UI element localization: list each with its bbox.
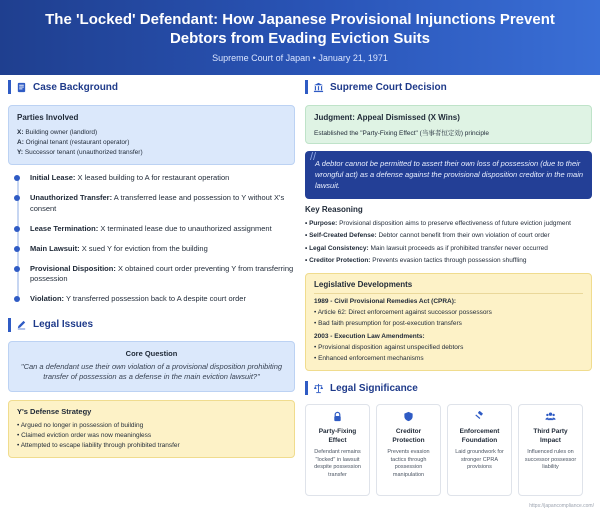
- timeline-item: Lease Termination: X terminated lease due to unauthorized assignment: [30, 224, 295, 235]
- card-desc: Influenced rules on successor possessor liability: [524, 449, 577, 471]
- card-title: Party-Fixing Effect: [318, 428, 357, 445]
- scale-icon: [312, 382, 324, 394]
- timeline-dot: [14, 296, 20, 302]
- timeline-item: Initial Lease: X leased building to A for restaurant operation: [30, 173, 295, 184]
- right-column: [305, 80, 592, 496]
- list-item: • Enhanced enforcement mechanisms: [314, 354, 424, 362]
- source-url[interactable]: https://japancompliance.com/: [529, 503, 594, 509]
- courthouse-icon: [312, 81, 324, 93]
- page-subtitle: Supreme Court of Japan • January 21, 1971: [212, 53, 388, 63]
- legal-issues-title: Legal Issues: [33, 319, 94, 330]
- core-question-text: "Can a defendant use their own violation of a provisional disposition prohibiting transfer of possession as a defense in the main eviction lawsuit?": [20, 361, 283, 381]
- case-timeline: [8, 173, 295, 305]
- quote-mark: //: [310, 151, 317, 163]
- quote-text: A debtor cannot be permitted to assert their own loss of possession (due to their wrongful act) as a defense against the provisional disposition creditor in the main lawsuit.: [315, 159, 584, 190]
- shield-icon: [380, 411, 437, 423]
- decision-title: Supreme Court Decision: [330, 81, 447, 93]
- lock-icon: [309, 411, 366, 423]
- list-item: • Bad faith presumption for post-execution transfers: [314, 319, 462, 327]
- timeline-dot: [14, 246, 20, 252]
- case-background-heading: [8, 80, 295, 94]
- timeline-item: Main Lawsuit: X sued Y for eviction from the building: [30, 244, 295, 255]
- party-row: Y: Successor tenant (unauthorized transfer): [17, 149, 143, 156]
- card-title: Third Party Impact: [533, 428, 568, 445]
- core-question-title: Core Question: [125, 348, 178, 358]
- timeline-item: Violation: Y transferred possession back to A despite court order: [30, 294, 295, 305]
- parties-title: Parties Involved: [17, 113, 79, 122]
- significance-card: [376, 404, 441, 496]
- judgment-desc: Established the "Party-Fixing Effect" (当事者恒定効) principle: [314, 130, 489, 137]
- judgment-card: [305, 105, 592, 144]
- card-desc: Prevents evasion tactics through possession manipulation: [387, 449, 430, 478]
- legislative-subtitle: 2003 - Execution Law Amendments:: [314, 333, 425, 341]
- timeline-dot: [14, 195, 20, 201]
- decision-quote: [305, 151, 592, 199]
- card-title: Enforcement Foundation: [459, 428, 500, 445]
- party-row: A: Original tenant (restaurant operator): [17, 139, 130, 146]
- list-item: • Claimed eviction order was now meaningless: [17, 431, 152, 439]
- significance-cards: [305, 404, 592, 496]
- parties-card: [8, 105, 295, 165]
- card-desc: Defendant remains "locked" in lawsuit despite possession transfer: [314, 449, 361, 478]
- legal-issues-heading: [8, 318, 295, 332]
- significance-card: [518, 404, 583, 496]
- timeline-item: Provisional Disposition: X obtained court order preventing Y from transferring possession: [30, 264, 295, 285]
- core-question-card: [8, 341, 295, 392]
- significance-heading: [305, 381, 592, 395]
- timeline-dot: [14, 266, 20, 272]
- significance-title: Legal Significance: [330, 382, 418, 394]
- page-title: The 'Locked' Defendant: How Japanese Provisional Injunctions Prevent Debtors from Evading Eviction Suits: [45, 11, 555, 47]
- left-column: [8, 80, 295, 458]
- list-item: • Self-Created Defense: Debtor cannot benefit from their own violation of court order: [305, 232, 550, 240]
- divider: [314, 293, 583, 294]
- list-item: • Article 62: Direct enforcement against successor possessors: [314, 309, 492, 317]
- timeline-dot: [14, 175, 20, 181]
- key-reasoning-title: Key Reasoning: [305, 205, 363, 214]
- significance-card: [447, 404, 512, 496]
- case-background-title: Case Background: [33, 81, 119, 93]
- defense-strategy-card: [8, 400, 295, 458]
- defense-strategy-title: Y's Defense Strategy: [17, 406, 92, 416]
- users-icon: [522, 411, 579, 423]
- legislative-subtitle: 1989 - Civil Provisional Remedies Act (CPRA):: [314, 298, 457, 306]
- document-icon: [15, 81, 27, 93]
- legislative-card: [305, 273, 592, 371]
- list-item: • Provisional disposition against unspecified debtors: [314, 344, 464, 352]
- gavel-icon: [451, 411, 508, 423]
- pen-icon: [15, 319, 27, 331]
- decision-heading: [305, 80, 592, 94]
- list-item: • Creditor Protection: Prevents evasion tactics through possession shuffling: [305, 256, 527, 264]
- key-reasoning: [305, 205, 592, 267]
- list-item: • Argued no longer in possession of building: [17, 421, 144, 429]
- party-row: X: Building owner (landlord): [17, 129, 98, 136]
- list-item: • Attempted to escape liability through prohibited transfer: [17, 441, 180, 449]
- significance-card: [305, 404, 370, 496]
- list-item: • Legal Consistency: Main lawsuit proceeds as if prohibited transfer never occurred: [305, 244, 548, 252]
- timeline-dot: [14, 226, 20, 232]
- page-header: [0, 0, 600, 75]
- card-desc: Laid groundwork for stronger CPRA provisions: [455, 449, 504, 471]
- list-item: • Purpose: Provisional disposition aims to preserve effectiveness of future eviction judgment: [305, 220, 571, 227]
- timeline-item: Unauthorized Transfer: A transferred lease and possession to Y without X's consent: [30, 193, 295, 214]
- legislative-title: Legislative Developments: [314, 280, 413, 290]
- card-title: Creditor Protection: [392, 428, 425, 445]
- judgment-title: Judgment: Appeal Dismissed (X Wins): [314, 113, 460, 122]
